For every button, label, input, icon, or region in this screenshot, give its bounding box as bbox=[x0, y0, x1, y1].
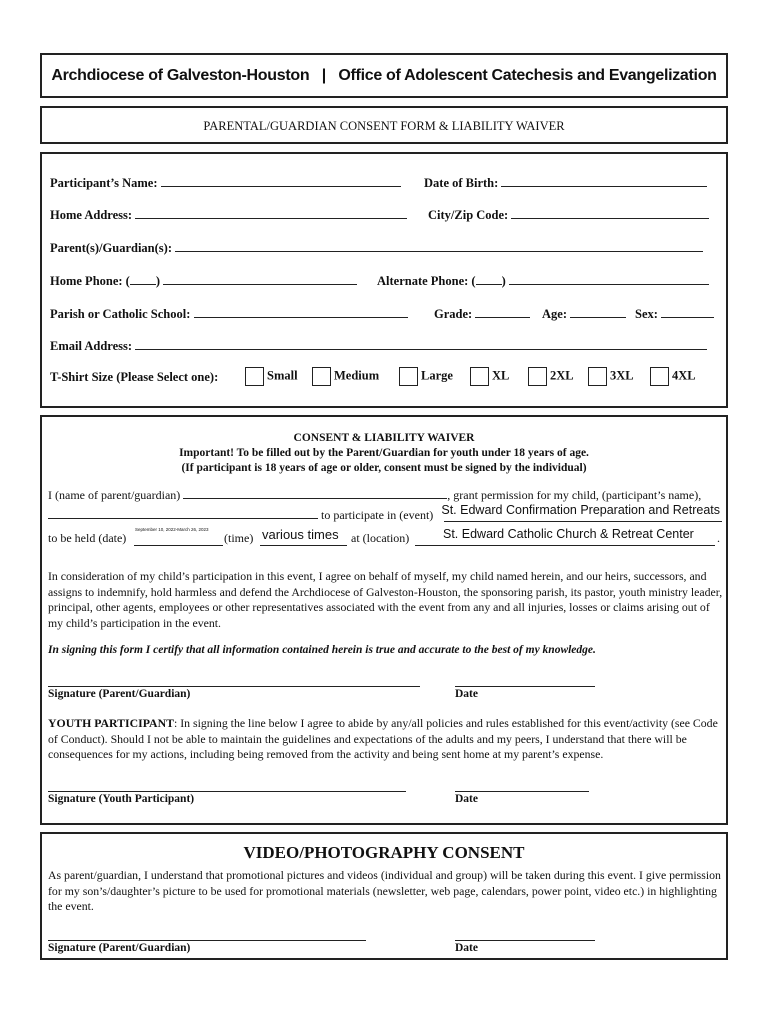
waiver-important: Important! To be filled out by the Parent/Guardian for youth under 18 years of age. bbox=[179, 447, 589, 459]
form-title: PARENTAL/GUARDIAN CONSENT FORM & LIABILITY WAIVER bbox=[203, 119, 565, 133]
size-large-label: Large bbox=[421, 368, 453, 383]
date-held-label: to be held (date) bbox=[48, 531, 127, 545]
location-label: at (location) bbox=[351, 531, 410, 545]
sex-label: Sex: bbox=[635, 307, 658, 321]
size-medium[interactable] bbox=[312, 367, 379, 386]
youth-participant-text: : In signing the line below I agree to abide by any/all policies and rules established for this event/activity (see Code of Conduct). Should I not be able to maintain the guidelines and expectations of the adults and my peers, I understand that there will be consequences for my actions, including being removed from the activity and being sent home at my parent’s expense. bbox=[48, 716, 718, 761]
alternate-phone-label: Alternate Phone: ( bbox=[377, 274, 476, 288]
event-value[interactable]: St. Edward Confirmation Preparation and Retreats bbox=[441, 503, 720, 517]
size-4xl-label: 4XL bbox=[672, 368, 696, 383]
video-signature-label: Signature (Parent/Guardian) bbox=[48, 942, 191, 954]
size-medium-label: Medium bbox=[334, 368, 380, 383]
video-signature-date-label: Date bbox=[455, 942, 478, 954]
grade-label: Grade: bbox=[434, 307, 473, 321]
parents-guardians-label: Parent(s)/Guardian(s): bbox=[50, 241, 172, 255]
video-signature-date-line[interactable] bbox=[455, 926, 595, 941]
alternate-phone-area-field[interactable] bbox=[476, 272, 502, 285]
grade-field[interactable] bbox=[475, 305, 530, 318]
location-field[interactable] bbox=[415, 527, 715, 546]
size-2xl[interactable] bbox=[528, 367, 574, 386]
participant-name-label: Participant’s Name: bbox=[50, 176, 158, 190]
size-xl-checkbox[interactable] bbox=[470, 367, 489, 386]
youth-paragraph bbox=[48, 716, 726, 763]
parent-name-label: I (name of parent/guardian) bbox=[48, 488, 181, 502]
parish-school-label: Parish or Catholic School: bbox=[50, 307, 191, 321]
participant-info-box bbox=[40, 152, 728, 408]
video-consent-paragraph: As parent/guardian, I understand that promotional pictures and videos (individual and group) will be taken during this event. I give permission for my son’s/daughter’s picture to be used for promotional materials (newsletter, web page, calendars, power point, video etc.) in highlighting the event. bbox=[48, 868, 721, 913]
home-address-field[interactable] bbox=[135, 206, 407, 219]
time-label: (time) bbox=[224, 531, 254, 545]
size-large[interactable] bbox=[399, 367, 453, 386]
size-xl-label: XL bbox=[492, 368, 510, 383]
size-3xl-checkbox[interactable] bbox=[588, 367, 607, 386]
city-zip-label: City/Zip Code: bbox=[428, 208, 509, 222]
email-label: Email Address: bbox=[50, 339, 133, 353]
waiver-title: CONSENT & LIABILITY WAIVER bbox=[293, 432, 475, 444]
size-small-checkbox[interactable] bbox=[245, 367, 264, 386]
age-field[interactable] bbox=[570, 305, 626, 318]
participant-name-waiver-field[interactable] bbox=[48, 506, 318, 519]
size-3xl[interactable] bbox=[588, 367, 634, 386]
size-medium-checkbox[interactable] bbox=[312, 367, 331, 386]
age-label: Age: bbox=[542, 307, 567, 321]
city-zip-field[interactable] bbox=[511, 206, 709, 219]
consideration-paragraph: In consideration of my child’s participation in this event, I agree on behalf of myself, my child named herein, and our heirs, successors, and assigns to indemnify, hold harmless and defend the Archdiocese of Galveston-Houston, the sponsoring parish, its pastor, youth ministry leader, principal, other agents, employees or other representatives associated with the event from any and all injuries, losses or claims arising out of my child’s participation in the event. bbox=[48, 569, 723, 630]
parish-school-field[interactable] bbox=[194, 305, 408, 318]
video-consent-box bbox=[40, 832, 728, 960]
grant-permission-text: , grant permission for my child, (participant’s name), bbox=[447, 488, 702, 502]
youth-signature-label: Signature (Youth Participant) bbox=[48, 793, 195, 805]
tshirt-label: T-Shirt Size (Please Select one): bbox=[50, 370, 219, 384]
size-small-label: Small bbox=[267, 368, 298, 383]
email-field[interactable] bbox=[135, 337, 707, 350]
parent-signature-line[interactable] bbox=[48, 670, 420, 687]
size-4xl[interactable] bbox=[650, 367, 696, 386]
date-of-birth-label: Date of Birth: bbox=[424, 176, 499, 190]
size-2xl-checkbox[interactable] bbox=[528, 367, 547, 386]
size-large-checkbox[interactable] bbox=[399, 367, 418, 386]
home-phone-label: Home Phone: ( bbox=[50, 274, 130, 288]
parent-signature-date-label: Date bbox=[455, 688, 478, 700]
size-2xl-label: 2XL bbox=[550, 368, 574, 383]
size-3xl-label: 3XL bbox=[610, 368, 634, 383]
home-phone-paren: ) bbox=[155, 274, 161, 288]
home-address-label: Home Address: bbox=[50, 208, 133, 222]
size-4xl-checkbox[interactable] bbox=[650, 367, 669, 386]
waiver-box bbox=[40, 415, 728, 825]
youth-signature-date-label: Date bbox=[455, 793, 478, 805]
header-title: Archdiocese of Galveston-Houston | Office of Adolescent Catechesis and Evangelization bbox=[51, 67, 717, 84]
parent-name-field[interactable] bbox=[183, 486, 447, 499]
participate-label: to participate in (event) bbox=[321, 508, 434, 522]
parents-guardians-field[interactable] bbox=[175, 239, 703, 252]
event-time-value[interactable]: various times bbox=[262, 527, 339, 542]
location-period: . bbox=[717, 531, 720, 545]
parent-signature-label: Signature (Parent/Guardian) bbox=[48, 688, 191, 700]
alternate-phone-field[interactable] bbox=[509, 272, 709, 285]
size-xl[interactable] bbox=[470, 367, 509, 386]
alternate-phone-paren: ) bbox=[501, 274, 506, 288]
video-consent-title: VIDEO/PHOTOGRAPHY CONSENT bbox=[243, 843, 525, 862]
participant-name-field[interactable] bbox=[161, 174, 401, 187]
size-small[interactable] bbox=[245, 367, 298, 386]
event-field[interactable] bbox=[441, 503, 722, 522]
waiver-note: (If participant is 18 years of age or older, consent must be signed by the individual) bbox=[181, 462, 587, 474]
video-signature-line[interactable] bbox=[48, 926, 366, 941]
sex-field[interactable] bbox=[661, 305, 714, 318]
header-box bbox=[40, 53, 728, 98]
event-time-field[interactable] bbox=[260, 527, 347, 546]
form-title-box bbox=[40, 106, 728, 144]
youth-signature-line[interactable] bbox=[48, 775, 406, 792]
parent-signature-date-line[interactable] bbox=[455, 670, 595, 687]
event-date-value[interactable]: September 10, 2022-March 26, 2023 bbox=[135, 527, 209, 532]
location-value[interactable]: St. Edward Catholic Church & Retreat Center bbox=[443, 527, 694, 541]
home-phone-field[interactable] bbox=[163, 272, 357, 285]
certify-statement: In signing this form I certify that all information contained herein is true and accurate to the best of my knowledge. bbox=[48, 644, 596, 656]
youth-participant-label: YOUTH PARTICIPANT bbox=[48, 716, 174, 730]
youth-signature-date-line[interactable] bbox=[455, 775, 589, 792]
date-of-birth-field[interactable] bbox=[501, 174, 707, 187]
home-phone-area-field[interactable] bbox=[130, 272, 156, 285]
event-date-field[interactable] bbox=[134, 527, 223, 546]
